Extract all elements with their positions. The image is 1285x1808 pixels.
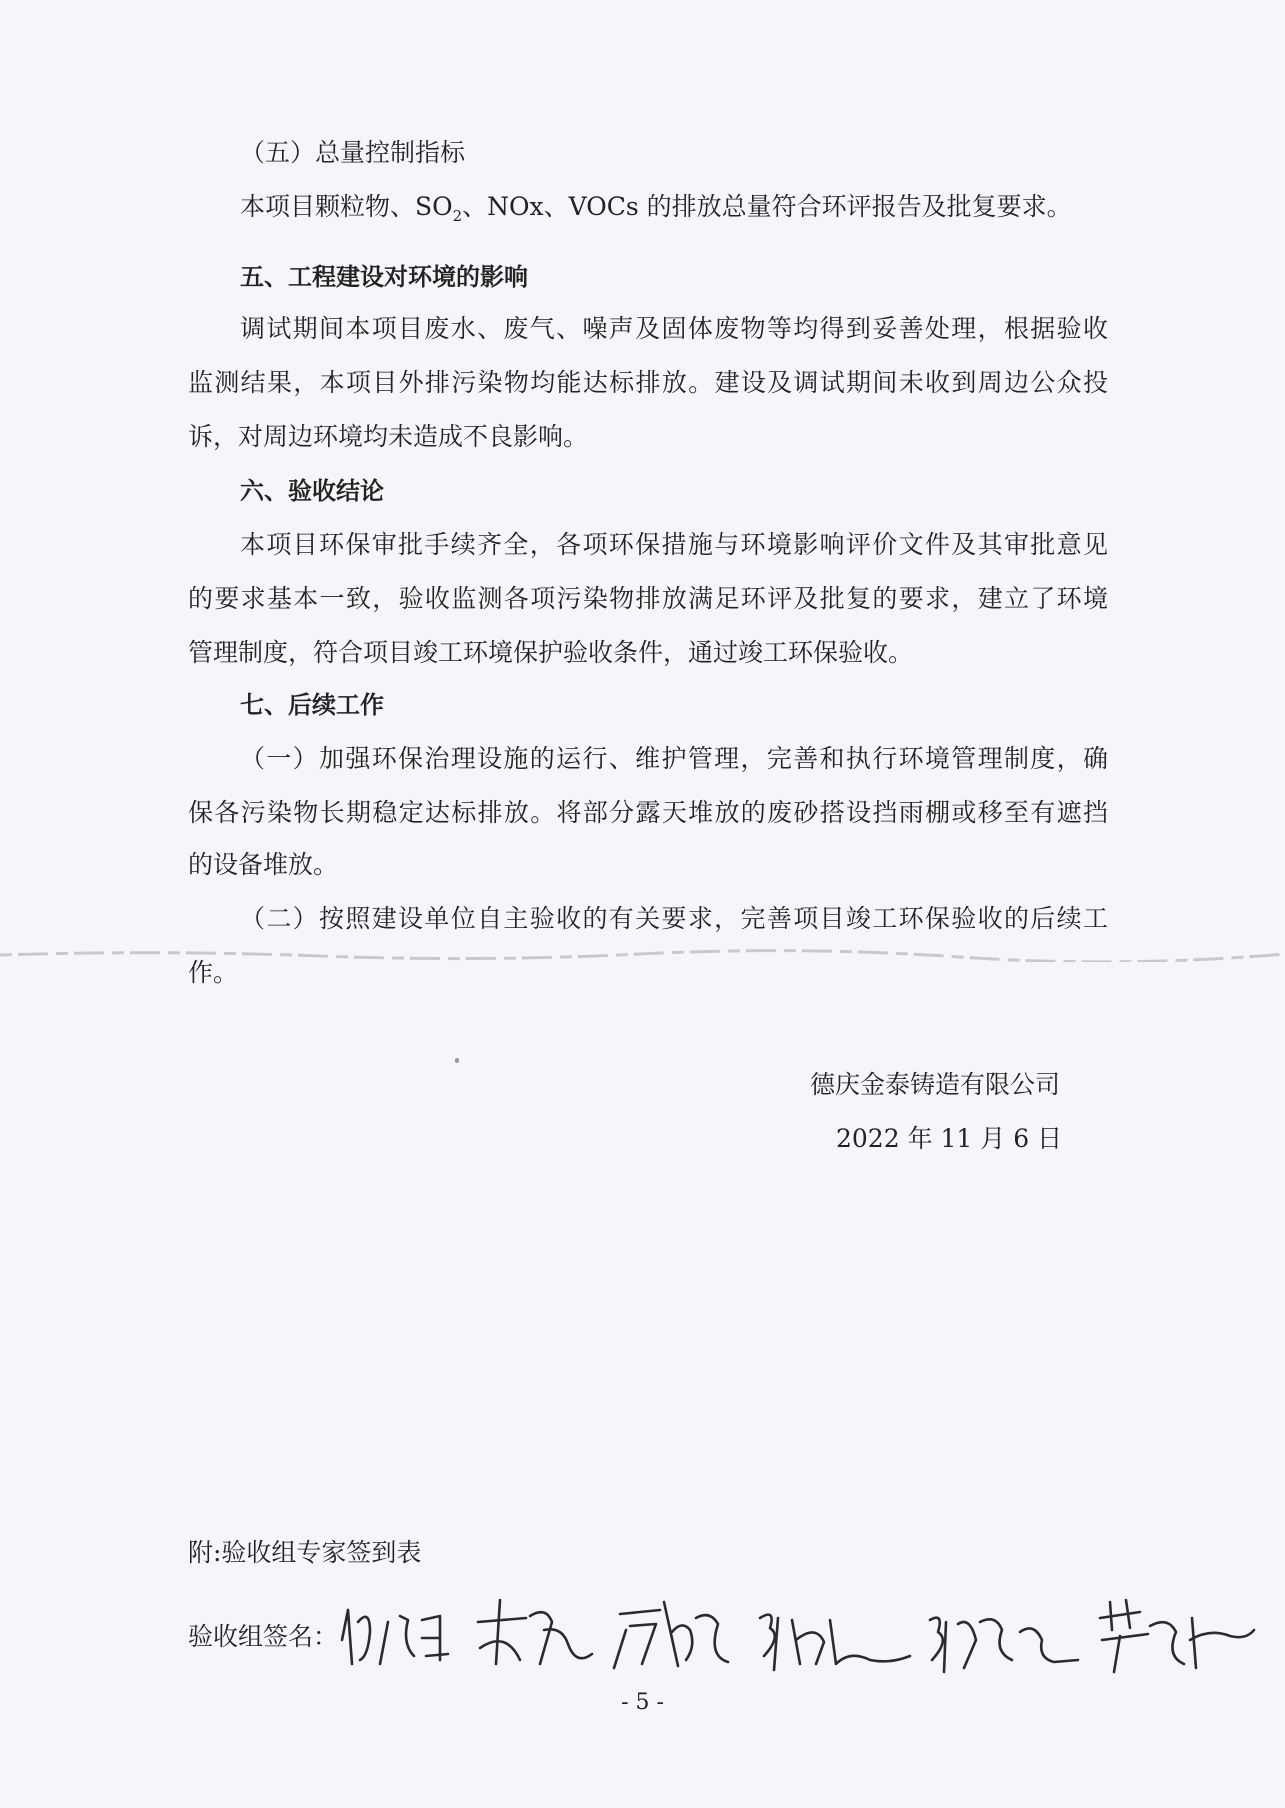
part6-line3: 管理制度，符合项目竣工环境保护验收条件，通过竣工环保验收。: [188, 638, 914, 667]
part5-line3: 诉，对周边环境均未造成不良影响。: [188, 422, 589, 451]
part7-heading: 七、后续工作: [240, 691, 384, 719]
attachment-note: 附:验收组专家签到表: [188, 1538, 422, 1567]
section5-subheading: （五）总量控制指标: [240, 138, 466, 167]
company-name: 德庆金泰铸造有限公司: [810, 1070, 1061, 1099]
part5-heading: 五、工程建设对环境的影响: [240, 263, 528, 291]
signature-2: [478, 1600, 592, 1664]
handwritten-signatures: [330, 1560, 1260, 1680]
signature-3: [614, 1602, 728, 1668]
scan-noise: [0, 948, 1285, 962]
part7-item1-line2: 保各污染物长期稳定达标排放。将部分露天堆放的废砂搭设挡雨棚或移至有遮挡: [188, 798, 1108, 827]
section5-body: 本项目颗粒物、$SO_2$、NOx、VOCs 的排放总量符合环评报告及批复要求。: [240, 192, 1072, 225]
page-number: - 5 -: [621, 1690, 664, 1715]
part5-line2: 监测结果，本项目外排污染物均能达标排放。建设及调试期间未收到周边公众投: [188, 368, 1108, 397]
part7-item1-line1: （一）加强环保治理设施的运行、维护管理，完善和执行环境管理制度，确: [240, 744, 1108, 773]
part6-line1: 本项目环保审批手续齐全，各项环保措施与环境影响评价文件及其审批意见: [240, 530, 1108, 559]
signature-1: [342, 1610, 448, 1664]
part7-item1-line3: 的设备堆放。: [188, 850, 339, 879]
signature-6: [1100, 1600, 1254, 1672]
part7-item2-line2: 作。: [188, 958, 239, 987]
part6-line2: 的要求基本一致，验收监测各项污染物排放满足环评及批复的要求，建立了环境: [188, 584, 1108, 613]
part6-heading: 六、验收结论: [240, 477, 384, 505]
signoff-date: 2022 年 11 月 6 日: [836, 1124, 1063, 1153]
signature-5: [930, 1618, 1078, 1672]
signature-4: [760, 1615, 910, 1670]
scan-speck: [455, 1058, 459, 1063]
part7-item2-line1: （二）按照建设单位自主验收的有关要求，完善项目竣工环保验收的后续工: [240, 904, 1108, 933]
part5-line1: 调试期间本项目废水、废气、噪声及固体废物等均得到妥善处理，根据验收: [240, 314, 1108, 343]
signature-label: 验收组签名：: [188, 1622, 339, 1651]
